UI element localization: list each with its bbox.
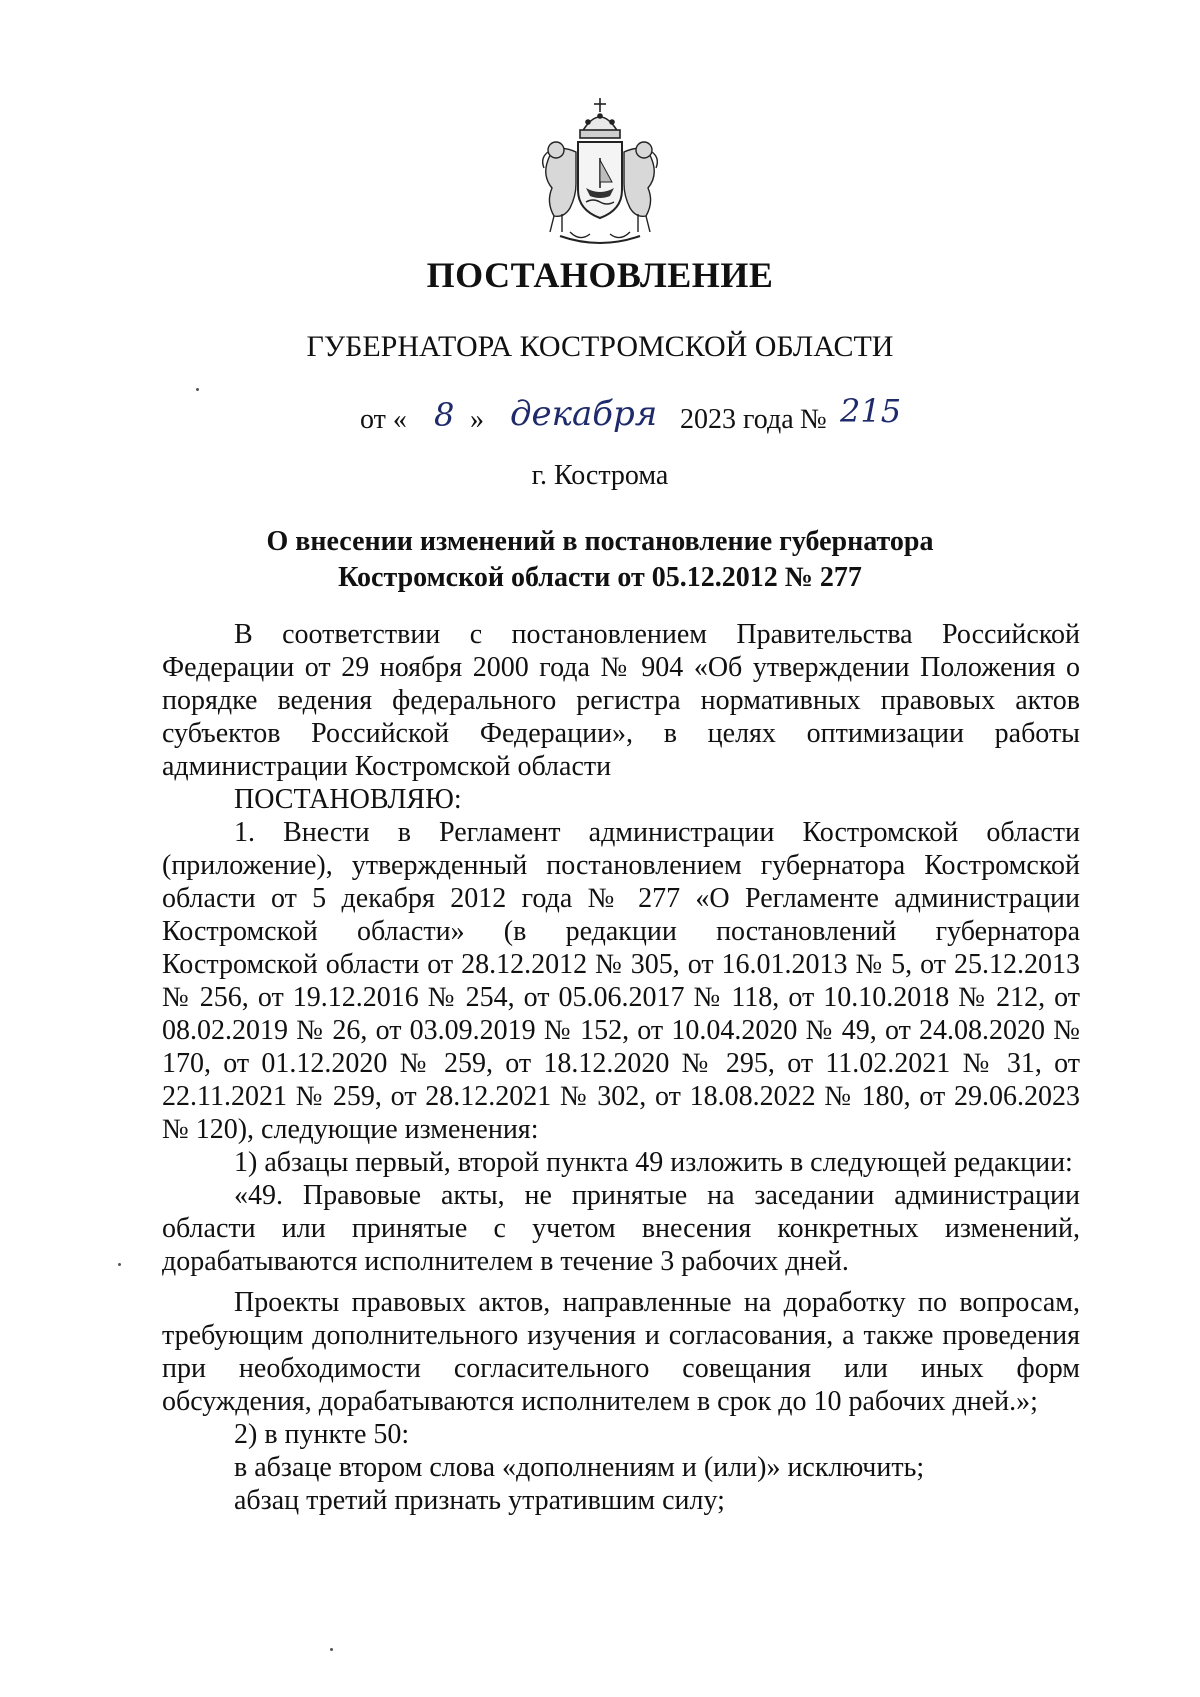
preamble-paragraph: В соответствии с постановлением Правительства Российской Федерации от 29 ноября 2000 года № 904 «Об утверждении Положения о порядке ведения федерального регистра нормативных правовых актов субъектов Российской Федерации», в целях оптимизации работы администрации Костромской области [162, 619, 1080, 782]
number-sign: № [800, 404, 827, 435]
item-1-paragraph: 1. Внести в Регламент администрации Костромской области (приложение), утвержденный постановлением губернатора Костромской области от 5 декабря 2012 года № 277 «О Регламенте администрации Костромской области» (в редакции постановлений губернатора Костромской области от 28.12.2012 № 305, от 16.01.2013 № 5, от 25.12.2013 № 256, от 19.12.2016 № 254, от 05.06.2017 № 118, от 10.10.2018 № 212, от 08.02.2019 № 26, от 03.09.2019 № 152, от 10.04.2020 № 49, от 24.08.2020 № 170, от 01.12.2020 № 259, от 18.12.2020 № 295, от 11.02.2021 № 31, от 22.11.2021 № 259, от 28.12.2021 № 302, от 18.08.2022 № 180, от 29.06.2023 № 120), следующие изменения: [162, 817, 1080, 1145]
date-number-line [360, 392, 1000, 448]
handwritten-month: декабря [510, 394, 658, 434]
date-from-label: от « [360, 404, 407, 435]
subitem-2-paragraph: 2) в пункте 50: [234, 1419, 410, 1450]
quoted-point-49-paragraph: «49. Правовые акты, не принятые на заседании администрации области или принятые с учетом внесения конкретных изменений, дорабатываются исполнителем в течение 3 рабочих дней. [162, 1180, 1080, 1277]
resolve-heading: ПОСТАНОВЛЯЮ: [234, 784, 462, 815]
issuer-line: ГУБЕРНАТОРА КОСТРОМСКОЙ ОБЛАСТИ [306, 330, 894, 363]
subject-line-2: Костромской области от 05.12.2012 № 277 [338, 562, 862, 593]
place-of-issue: г. Кострома [531, 460, 669, 491]
paragraph-2-amendment: в абзаце втором слова «дополнениям и (или)» исключить; [234, 1452, 925, 1483]
scan-speck [330, 1648, 333, 1651]
subject-line-1: О внесении изменений в постановление губернатора [266, 526, 934, 557]
quoted-drafts-paragraph: Проекты правовых актов, направленные на доработку по вопросам, требующим дополнительного изучения и согласования, а также проведения при необходимости согласительного совещания или иных форм обсуждения, дорабатываются исполнителем в срок до 10 рабочих дней.»; [162, 1287, 1080, 1417]
coat-of-arms-emblem [530, 92, 670, 252]
paragraph-3-amendment: абзац третий признать утратившим силу; [234, 1485, 725, 1516]
handwritten-number: 215 [840, 392, 902, 430]
scan-speck [196, 388, 199, 391]
document-type-title: ПОСТАНОВЛЕНИЕ [426, 255, 774, 295]
document-subject [0, 524, 1200, 596]
date-year: 2023 года [680, 404, 794, 435]
scan-speck [118, 1263, 121, 1266]
handwritten-day: 8 [434, 396, 455, 434]
date-close-quote: » [470, 404, 484, 435]
subitem-1-paragraph: 1) абзацы первый, второй пункта 49 изложить в следующей редакции: [234, 1147, 1073, 1178]
document-body [162, 618, 1080, 1517]
